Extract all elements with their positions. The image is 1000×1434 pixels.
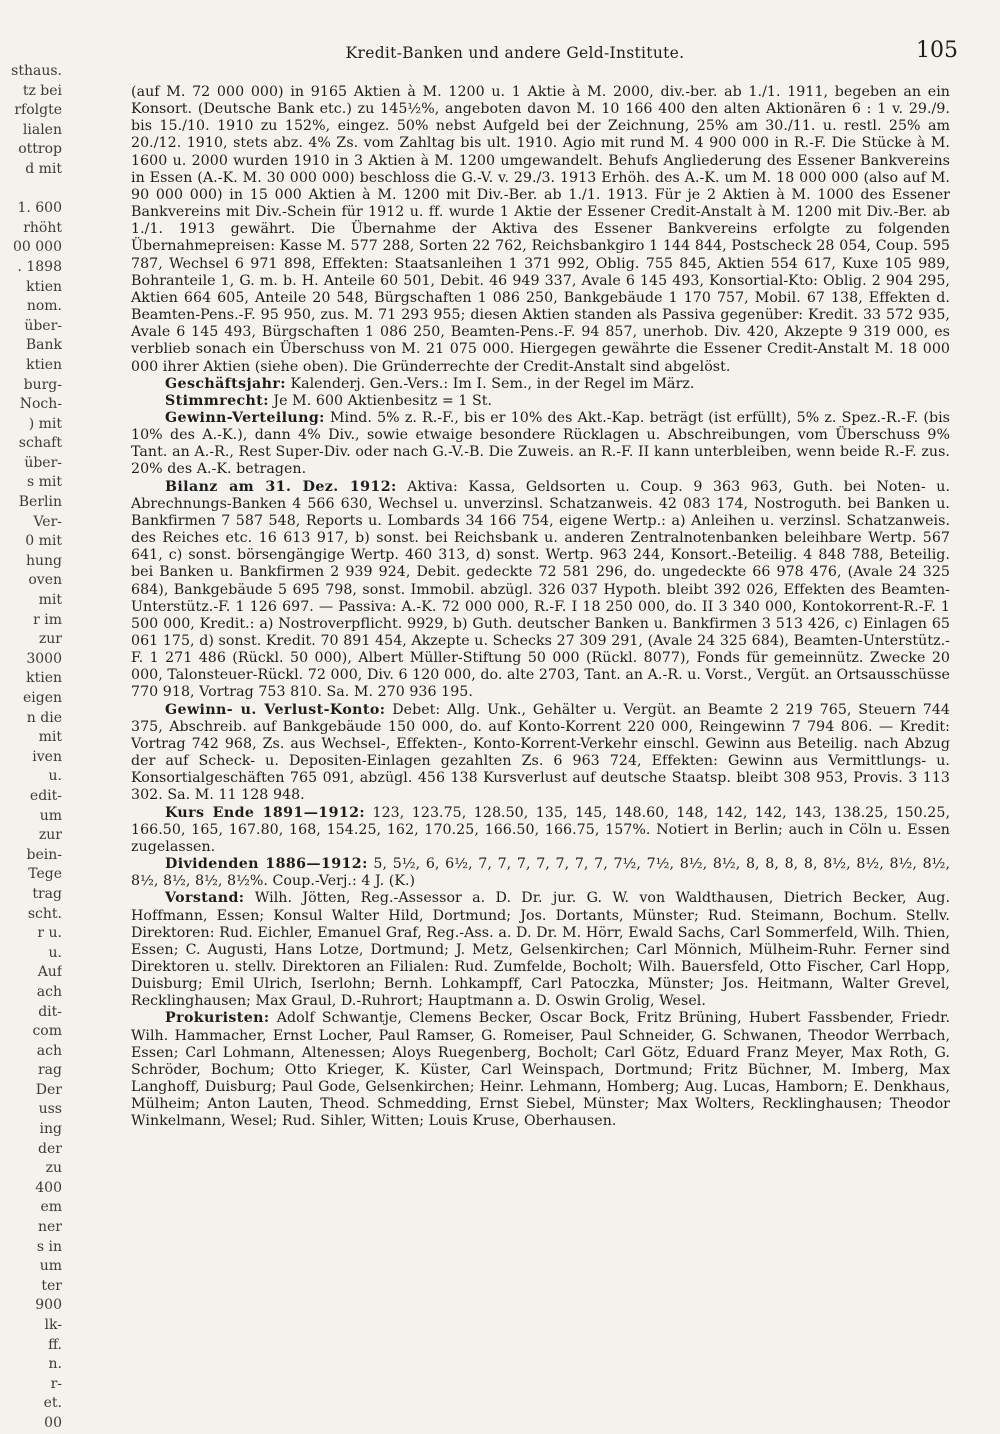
margin-fragment: s in — [36, 1238, 62, 1255]
paragraph-text: 5, 5½, 6, 6½, 7, 7, 7, 7, 7, 7, 7, 7½, 7½, 8½, 8½, 8, 8, 8, 8, 8½, 8½, 8½, 8½, 8½, 8½, 8½, 8½%. Coup.-Verj.: 4 J. (K.) — [131, 856, 951, 890]
margin-fragment: em — [40, 1199, 62, 1216]
margin-fragment: u. — [48, 768, 62, 785]
paragraph-text: Adolf Schwantje, Clemens Becker, Oscar Bock, Fritz Brüning, Hubert Fassbender, Friedr. Wilh. Hammacher, Ernst Locher, Paul Ramser, G. Romeiser, Paul Schneider, G. Schwanen, Theodor Werrbach, Essen; Carl Lohmann, Altenessen; Aloys Ruegenberg, Bocholt; Carl Götz, Eduard Franz Meyer, Max Roth, G. Schröder, Bochum; Otto Krieger, K. Küster, Carl Weinspach, Dortmund; Fritz Büchner, M. Imberg, Max Langhoff, Duisburg; Paul Gode, Gelsenkirchen; Heinr. Lehmann, Homberg; Aug. Lucas, Hamborn; E. Denkhaus, Mülheim; Anton Lauten, Theod. Schmedding, Ernst Siebel, Münster; Max Wolters, Recklinghausen; Theodor Winkelmann, Wesel; Rud. Sihler, Witten; Louis Kruse, Oberhausen. — [131, 1010, 951, 1130]
margin-fragment: mit — [38, 592, 62, 609]
margin-fragment: über- — [24, 317, 62, 334]
margin-fragment: ter — [41, 1277, 62, 1294]
paragraph-label: Gewinn- u. Verlust-Konto: — [165, 701, 386, 718]
paragraph-vorstand — [131, 890, 950, 1010]
paragraph-label: Vorstand: — [165, 890, 245, 907]
margin-fragment: zu — [45, 1160, 62, 1177]
paragraph-label: Stimmrecht: — [165, 392, 269, 409]
paragraph-gewinn-verlust-konto — [131, 702, 950, 805]
margin-fragment: trag — [32, 885, 62, 902]
margin-fragment: lk- — [44, 1317, 62, 1333]
margin-fragment: nom. — [26, 298, 62, 315]
paragraph-label: Geschäftsjahr: — [165, 375, 286, 392]
margin-fragment: scht. — [27, 905, 62, 922]
margin-fragment: zur — [38, 827, 62, 844]
margin-fragment: tz bei — [22, 82, 62, 99]
paragraph-kurs — [131, 805, 950, 856]
paragraph-label: Bilanz am 31. Dez. 1912: — [165, 478, 397, 495]
margin-fragment: n. — [48, 1356, 62, 1373]
paragraph-label: Gewinn-Verteilung: — [165, 409, 325, 426]
margin-fragment: Bank — [25, 337, 62, 354]
margin-fragment: oven — [28, 572, 62, 589]
margin-fragment: 00 000 — [13, 239, 62, 256]
article-body — [131, 84, 950, 1131]
margin-fragment: u. — [48, 944, 62, 961]
margin-fragment: Der — [35, 1081, 62, 1098]
margin-fragment: 400 — [35, 1179, 62, 1196]
margin-fragment: lialen — [22, 121, 62, 138]
paragraph-text: Debet: Allg. Unk., Gehälter u. Vergüt. an Beamte 2 219 765, Steuern 744 375, Abschreib. auf Bankgebäude 150 000, do. auf Konto-Korrent 220 000, Reingewinn 7 794 806. — Kredit: Vortrag 742 968, Zs. aus Wechsel-, Effekten-, Konto-Korrent-Verkehr einschl. Gewinn aus Beteilig. nach Abzug der auf Scheck- u. Depositen-Einlagen gezahlten Zs. 6 963 724, Effekten: Gewinn aus Vermittlungs- u. Konsortialgeschäften 765 091, abzügl. 456 138 Kursverlust auf deutsche Staatsp. bleibt 308 953, Provis. 3 113 302. Sa. M. 11 128 948. — [131, 701, 950, 804]
page-header — [132, 38, 958, 70]
margin-fragment: ach — [36, 1042, 62, 1059]
paragraph-capital-history — [131, 84, 950, 376]
paragraph-stimmrecht — [131, 393, 950, 410]
margin-fragment: iven — [32, 748, 62, 765]
margin-fragment: eigen — [22, 690, 62, 706]
margin-fragment: schaft — [18, 435, 62, 452]
margin-fragment: mit — [38, 729, 62, 746]
margin-fragment: sthaus. — [11, 63, 62, 79]
margin-fragment: ktien — [26, 670, 62, 687]
margin-fragment: 0 mit — [25, 533, 62, 550]
margin-fragment: Noch- — [19, 396, 62, 413]
margin-fragment: über- — [24, 454, 62, 471]
paragraph-geschaeftsjahr — [131, 376, 950, 393]
margin-fragment: r im — [33, 611, 62, 628]
paragraph-label: Dividenden 1886—1912: — [165, 856, 368, 873]
margin-fragment: dit- — [38, 1003, 62, 1020]
margin-fragment: ktien — [26, 278, 62, 295]
margin-fragment: rhöht — [23, 219, 62, 236]
page-number: 105 — [916, 38, 958, 63]
paragraph-dividenden — [131, 856, 950, 890]
margin-fragment: edit- — [29, 787, 62, 804]
margin-fragment: r u. — [37, 925, 62, 942]
margin-fragment: com — [32, 1023, 62, 1040]
margin-fragment: ff. — [48, 1336, 62, 1353]
margin-fragment: d mit — [25, 160, 62, 177]
margin-fragment: Ver- — [33, 513, 62, 530]
margin-fragment: ing — [39, 1121, 62, 1138]
paragraph-text: Aktiva: Kassa, Geldsorten u. Coup. 9 363 963, Guth. bei Noten- u. Abrechnungs-Banken 4 566 630, Wechsel u. unverzinsl. Schatzanweis. 42 083 174, Nostroguth. bei Banken u. Bankfirmen 7 587 548, Reports u. Lombards 34 166 754, eigene Wertp.: a) Anleihen u. verzinsl. Schatzanweis. des Reiches etc. 16 613 917, b) sonst. bei Reichsbank u. anderen Zentralnotenbanken beleihbare Wertp. 567 641, c) sonst. börsengängige Wertp. 460 313, d) sonst. Wertp. 963 244, Konsort.-Beteilig. 4 848 788, Beteilig. bei Banken u. Bankfirmen 2 939 924, Debit. gedeckte 72 581 296, do. ungedeckte 66 978 476, (Avale 24 325 684), Bankgebäude 5 695 798, sonst. Immobil. abzügl. 326 037 Hypoth. bleibt 392 026, Effekten des Beamten-Unterstütz.-F. 1 126 697. — Passiva: A.-K. 72 000 000, R.-F. I 18 250 000, do. II 3 340 000, Kontokorrent-R.-F. 1 500 000, Kredit.: a) Nostroverpflicht. 9929, b) Guth. deutscher Banken u. Bankfirmen 3 513 426, c) Einlagen 65 061 175, d) sonst. Kredit. 70 891 454, Akzepte u. Schecks 27 309 291, (Avale 24 325 684), Beamten-Unterstütz.-F. 1 271 486 (Rückl. 50 000), Albert Müller-Stiftung 50 000 (Rückl. 8077), Fonds für gemeinnütz. Zwecke 20 000, Talonsteuer-Rückl. 72 000, Div. 6 120 000, do. alte 2703, Tant. an A.-R. u. Vorst., Vergüt. an Ortsausschüsse 770 918, Vortrag 753 810. Sa. M. 270 936 195. — [131, 478, 950, 701]
paragraph-prokuristen — [131, 1010, 950, 1130]
margin-fragment: rag — [37, 1062, 62, 1079]
margin-fragment: Tege — [28, 866, 62, 883]
margin-fragment: um — [39, 1258, 62, 1275]
paragraph-label: Kurs Ende 1891—1912: — [165, 804, 366, 821]
margin-fragment: um — [39, 807, 62, 824]
paragraph-text: (auf M. 72 000 000) in 9165 Aktien à M. 1200 u. 1 Aktie à M. 2000, div.-ber. ab 1./1. 1911, begeben an ein Konsort. (Deutsche Bank etc.) zu 145½%, angeboten davon M. 10 166 400 den alten Aktionären 6 : 1 v. 29./9. bis 15./10. 1910 zu 152%, eingez. 50% nebst Aufgeld bei der Zeichnung, 25% am 30./11. u. restl. 25% am 20./12. 1910, stets abz. 4% Zs. vom Zahltag bis ult. 1910. Agio mit rund M. 4 900 000 in R.-F. Die Stücke à M. 1600 u. 2000 wurden 1910 in 3 Aktien à M. 1200 umgewandelt. Behufs Angliederung des Essener Bankvereins in Essen (A.-K. M. 30 000 000) beschloss die G.-V. v. 29./3. 1913 Erhöh. des A.-K. um M. 18 000 000 (also auf M. 90 000 000) in 15 000 Aktien à M. 1200 mit Div.-Ber. ab 1./1. 1913. Für je 2 Aktien à M. 1000 des Essener Bankvereins mit Div.-Schein für 1912 u. ff. wurde 1 Aktie der Essener Credit-Anstalt à M. 1200 mit Div.-Ber. ab 1./1. 1913 gewährt. Die Übernahme der Aktiva des Essener Bankvereins erfolgte zu folgenden Übernahmepreisen: Kasse M. 577 288, Sorten 22 762, Reichsbankgiro 1 144 844, Postscheck 28 054, Coup. 595 787, Wechsel 6 971 898, Effekten: Staatsanleihen 1 371 992, Oblig. 755 845, Aktien 554 617, Kuxe 105 989, Bohranteile 1, G. m. b. H. Anteile 60 501, Debit. 46 949 337, Avale 6 145 493, Konsortial-Kto: Oblig. 2 904 295, Aktien 664 605, Anteile 20 548, Bürgschaften 1 086 250, Bankgebäude 1 170 757, Mobil. 67 138, Effekten d. Beamten-Pens.-F. 95 950, zus. M. 71 293 955; diesen Aktien standen als Passiva gegenüber: Kredit. 33 572 935, Avale 6 145 493, Bürgschaften 1 086 250, Beamten-Pens.-F. 94 857, unerhob. Div. 420, Akzepte 9 319 000, es verblieb sonach ein Überschuss von M. 21 075 000. Hiergegen gewährte die Essener Credit-Anstalt M. 18 000 000 ihrer Aktien (siehe oben). Die Gründerrechte der Credit-Anstalt sind abgelöst. — [131, 84, 950, 375]
margin-fragment: ktien — [26, 356, 62, 373]
margin-fragment: s mit — [26, 474, 62, 491]
margin-fragment: Auf — [37, 964, 62, 981]
margin-fragment: ach — [36, 983, 62, 1000]
margin-fragment: Berlin — [18, 494, 62, 511]
margin-fragment: hung — [25, 552, 62, 569]
margin-fragment: 00 — [44, 1414, 62, 1431]
running-title: Kredit-Banken und andere Geld-Institute. — [345, 44, 685, 62]
margin-fragment: 3000 — [26, 650, 62, 667]
paragraph-text: Mind. 5% z. R.-F., bis er 10% des Akt.-Kap. beträgt (ist erfüllt), 5% z. Spez.-R.-F. (bis 10% des A.-K.), dann 4% Div., sowie etwaige besondere Rücklagen u. Abschreibungen, vom Überschuss 9% Tant. an A.-R., Rest Super-Div. oder nach G.-V.-B. Die Zuweis. an R.-F. II kann unterbleiben, wenn beide R.-F. zus. 20% des A.-K. betragen. — [131, 409, 950, 478]
paragraph-text: Je M. 600 Aktienbesitz = 1 St. — [273, 392, 493, 409]
margin-fragment: 1. 600 — [17, 200, 62, 217]
margin-fragment: n die — [26, 709, 62, 726]
paragraph-text: Kalenderj. Gen.-Vers.: Im I. Sem., in der Regel im März. — [290, 375, 695, 392]
left-margin-cropped-text — [0, 62, 62, 1434]
margin-fragment: zur — [38, 631, 62, 648]
margin-fragment: . 1898 — [17, 258, 62, 275]
margin-fragment: uss — [38, 1101, 62, 1118]
margin-fragment — [0, 180, 62, 200]
paragraph-bilanz — [131, 479, 950, 702]
paragraph-label: Prokuristen: — [165, 1010, 270, 1027]
paragraph-gewinn-verteilung — [131, 410, 950, 479]
margin-fragment: der — [38, 1140, 62, 1157]
margin-fragment: rfolgte — [14, 102, 62, 119]
margin-fragment: burg- — [23, 376, 62, 393]
margin-fragment: ottrop — [18, 141, 62, 158]
paragraph-text: 123, 123.75, 128.50, 135, 145, 148.60, 148, 142, 142, 143, 138.25, 150.25, 166.50, 165, 167.80, 168, 154.25, 162, 170.25, 166.50, 166.75, 157%. Notiert in Berlin; auch in Cöln u. Essen zugelassen. — [131, 804, 951, 855]
margin-fragment: et. — [43, 1395, 62, 1412]
paragraph-text: Wilh. Jötten, Reg.-Assessor a. D. Dr. jur. G. W. von Waldthausen, Dietrich Becker, Aug. Hoffmann, Essen; Konsul Walter Hild, Dortmund; Jos. Dortants, Münster; Rud. Steimann, Bochum. Stellv. Direktoren: Rud. Eichler, Emanuel Graf, Reg.-Ass. a. D. Dr. M. Hörr, Ewald Sachs, Carl Sommerfeld, Wilh. Thien, Essen; C. Augusti, Hans Lotze, Dortmund; J. Metz, Gelsenkirchen; Carl Mönnich, Mülheim-Ruhr. Ferner sind Direktoren u. stellv. Direktoren an Filialen: Rud. Zumfelde, Bocholt; Wilh. Bauersfeld, Otto Fischer, Carl Hopp, Duisburg; Emil Ulrich, Iserlohn; Bernh. Lohkampff, Carl Patoczka, Münster; Jos. Heitmann, Walter Grevel, Recklinghausen; Max Graul, D.-Ruhrort; Hauptmann a. D. Oswin Grolig, Wesel. — [131, 890, 950, 1010]
margin-fragment: ner — [38, 1219, 62, 1236]
margin-fragment: 900 — [35, 1297, 62, 1314]
margin-fragment: r- — [50, 1375, 62, 1392]
margin-fragment: bein- — [26, 846, 62, 863]
margin-fragment: ) mit — [28, 415, 62, 432]
